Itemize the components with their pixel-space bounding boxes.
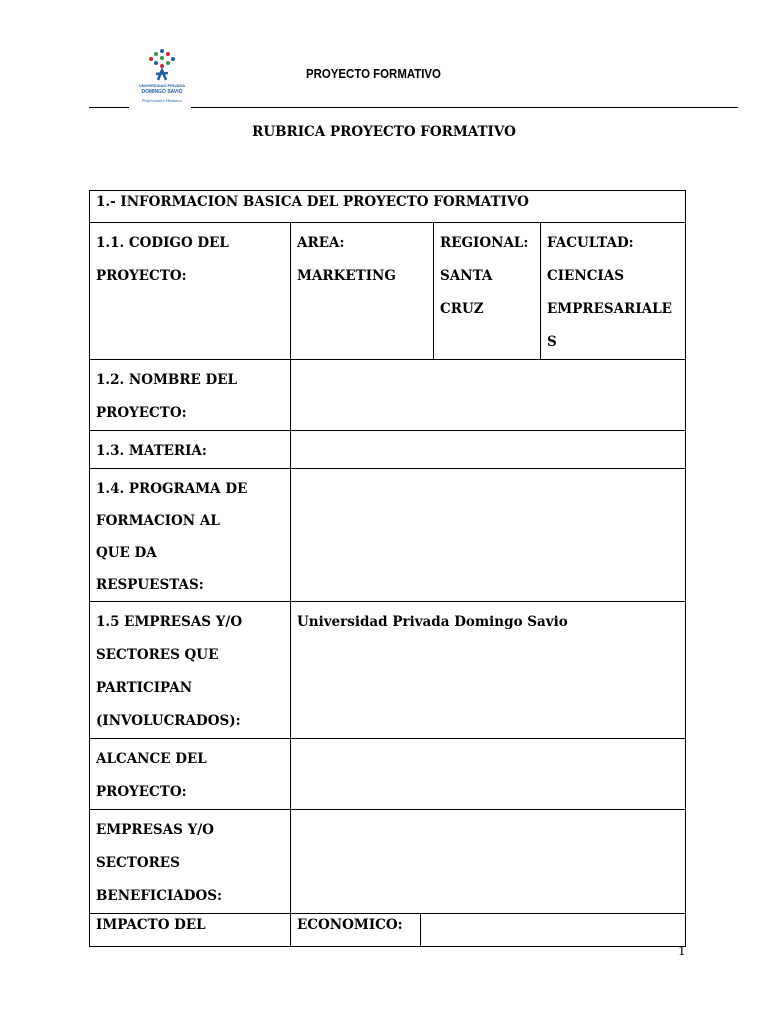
document-title: RUBRICA PROYECTO FORMATIVO xyxy=(252,124,516,140)
table-row xyxy=(90,360,686,431)
empresas-label: 1.5 EMPRESAS Y/O SECTORES QUE PARTICIPAN (INVOLUCRADOS): xyxy=(90,602,291,739)
table-row xyxy=(90,431,686,469)
materia-value[interactable] xyxy=(291,431,686,469)
area-cell[interactable]: AREA: MARKETING xyxy=(291,223,434,360)
logo-line1: UNIVERSIDAD PRIVADA xyxy=(138,83,186,88)
nombre-label: 1.2. NOMBRE DEL PROYECTO: xyxy=(90,360,291,431)
impacto-label: IMPACTO DEL xyxy=(90,914,291,947)
logo-tagline: Profesionales Humanos xyxy=(142,98,182,103)
table-row xyxy=(90,810,686,914)
programa-label: 1.4. PROGRAMA DE FORMACION AL QUE DA RESPUESTAS: xyxy=(90,469,291,602)
table-row xyxy=(90,739,686,810)
facultad-cell[interactable]: FACULTAD: CIENCIAS EMPRESARIALE S xyxy=(541,223,686,360)
header-title: PROYECTO FORMATIVO xyxy=(306,66,441,81)
impacto-economico-value[interactable] xyxy=(421,914,686,947)
logo-dots xyxy=(149,49,175,68)
programa-value[interactable] xyxy=(291,469,686,602)
beneficiados-value[interactable] xyxy=(291,810,686,914)
materia-label: 1.3. MATERIA: xyxy=(90,431,291,469)
table-row xyxy=(90,602,686,739)
university-logo xyxy=(134,46,190,108)
empresas-value[interactable]: Universidad Privada Domingo Savio xyxy=(291,602,686,739)
section-header-row xyxy=(90,191,686,223)
table-row xyxy=(90,469,686,602)
codigo-label: 1.1. CODIGO DEL PROYECTO: xyxy=(90,223,291,360)
logo-line2: DOMINGO SAVIO xyxy=(141,89,183,95)
project-info-table xyxy=(89,190,686,947)
page-number: 1 xyxy=(678,944,686,958)
alcance-label: ALCANCE DEL PROYECTO: xyxy=(90,739,291,810)
regional-cell[interactable]: REGIONAL: SANTA CRUZ xyxy=(434,223,541,360)
nombre-value[interactable] xyxy=(291,360,686,431)
alcance-value[interactable] xyxy=(291,739,686,810)
section-header: 1.- INFORMACION BASICA DEL PROYECTO FORMATIVO xyxy=(90,191,686,223)
logo-figure xyxy=(156,70,168,80)
impacto-economico-label: ECONOMICO: xyxy=(291,914,421,947)
header-rule-right xyxy=(191,107,738,108)
table-row xyxy=(90,223,686,360)
header-rule-left xyxy=(89,107,129,108)
beneficiados-label: EMPRESAS Y/O SECTORES BENEFICIADOS: xyxy=(90,810,291,914)
table-row xyxy=(90,914,686,947)
